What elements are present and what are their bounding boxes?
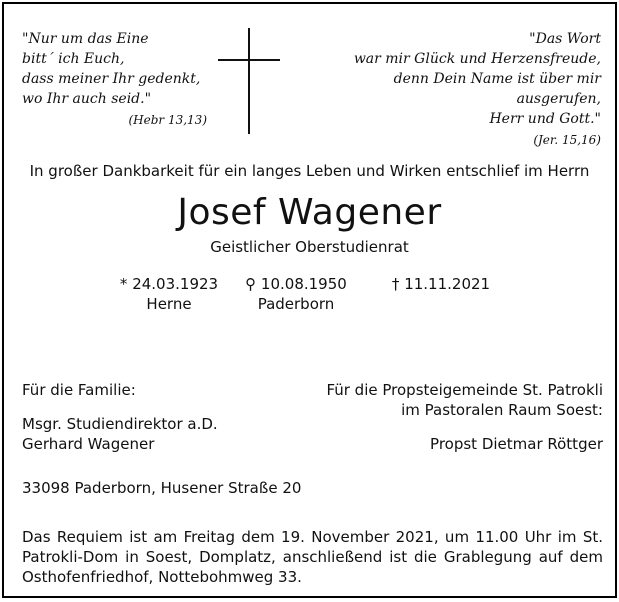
birth-date: * 24.03.1923 [119, 275, 219, 293]
death-date: † 11.11.2021 [391, 275, 491, 293]
requiem-text: Das Requiem ist am Freitag dem 19. November 2021, um 11.00 Uhr im St. Patrokli-Dom in Soest, Domplatz, anschließend ist die Grablegung auf dem Osthofenfriedhof, Nottebohmweg 33. [22, 528, 603, 586]
death-date-block [386, 274, 496, 294]
quote-right-line: "Das Wort [529, 31, 601, 47]
parish-signature [326, 380, 603, 454]
address: 33098 Paderborn, Husener Straße 20 [22, 479, 302, 497]
family-heading: Für die Familie: [22, 381, 136, 399]
parish-heading: Für die Propsteigemeinde St. Patrokli [326, 381, 603, 399]
family-line: Msgr. Studiendirektor a.D. [22, 415, 218, 433]
family-line: Gerhard Wagener [22, 435, 155, 453]
ordination-date-block [236, 274, 356, 314]
intro-text: In großer Dankbarkeit für ein langes Leben und Wirken entschlief im Herrn [29, 162, 590, 180]
quote-right-line: war mir Glück und Herzensfreude, [353, 51, 601, 67]
cross-icon [218, 28, 280, 134]
deceased-name: Josef Wagener [177, 192, 442, 233]
quote-left-line: bitt´ ich Euch, [22, 51, 125, 67]
birth-place: Herne [146, 295, 192, 313]
quote-left-line: "Nur um das Eine [22, 31, 149, 47]
obituary-notice [2, 2, 617, 598]
deceased-title: Geistlicher Oberstudienrat [210, 238, 409, 256]
quote-left-reference: (Hebr 13,13) [128, 113, 207, 127]
quote-left [22, 29, 207, 129]
family-signature [22, 380, 218, 454]
quote-left-line: wo Ihr auch seid." [22, 91, 152, 107]
quote-right-line: Herr und Gott." [489, 111, 601, 127]
quote-right [321, 29, 601, 149]
quote-left-line: dass meiner Ihr gedenkt, [22, 71, 201, 87]
ordination-date: ⚲ 10.08.1950 [245, 275, 347, 293]
quote-right-line: denn Dein Name ist über mir ausgerufen, [393, 71, 601, 107]
quote-right-reference: (Jer. 15,16) [533, 133, 601, 147]
ordination-place: Paderborn [257, 295, 335, 313]
birth-date-block [114, 274, 224, 314]
parish-name: Propst Dietmar Röttger [430, 435, 603, 453]
parish-heading: im Pastoralen Raum Soest: [401, 401, 603, 419]
